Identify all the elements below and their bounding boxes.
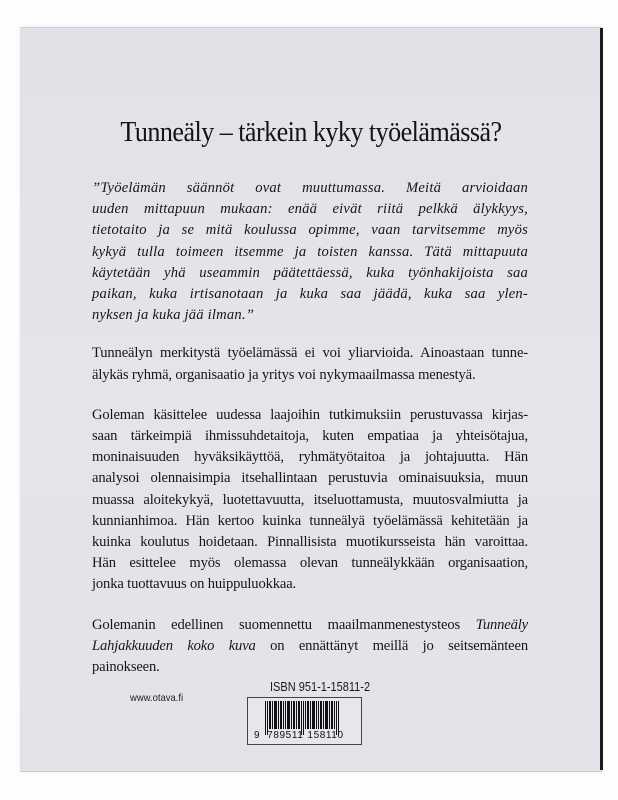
blurb-quote <box>92 178 528 326</box>
book-back-cover <box>20 27 602 772</box>
quote-line: tietotaito ja se mitä koulussa opimme, vaan tarvitsemme myös <box>92 222 528 239</box>
cover-headline: Tunneäly – tärkein kyky työelämässä? <box>120 116 502 148</box>
book-title-italic: Tunneäly <box>475 616 528 633</box>
publisher-url: www.otava.fi <box>130 692 184 704</box>
quote-line: uuden mittapuun mukaan: enää eivät riitä pelkkä älykkyys, <box>92 201 528 218</box>
paragraph-line: kunnianhimoa. Hän kertoo kuinka tunneälyä työelämässä kehitetään ja <box>92 512 528 529</box>
barcode-digits-right: 158110 <box>307 730 344 741</box>
blurb-body <box>92 178 528 697</box>
quote-line: käytetään yhä useammin päätettäessä, kuka työnhakijoista saa <box>92 264 528 281</box>
isbn-barcode <box>247 697 362 745</box>
quote-line: kykyä tulla toimeen itsemme ja toisten kanssa. Tätä mittapuuta <box>92 243 528 260</box>
quote-line: nyksen ja kuka jää ilman.” <box>92 307 255 324</box>
blurb-paragraph-1 <box>92 343 528 385</box>
blurb-paragraph-3 <box>92 615 528 679</box>
paragraph-text: Golemanin edellinen suomennettu maailmanmenestysteos <box>92 616 476 633</box>
paragraph-line: älykäs ryhmä, organisaatio ja yritys voi nykymaailmassa menestyä. <box>92 366 476 383</box>
isbn-label: ISBN 951-1-15811-2 <box>270 680 371 694</box>
paragraph-line <box>92 636 528 657</box>
paragraph-line <box>92 615 528 636</box>
paragraph-line: Goleman käsittelee uudessa laajoihin tutkimuksiin perustuvassa kirjas- <box>92 406 528 423</box>
paragraph-line: kuinka koulutus hoidetaan. Pinnallisista muotikursseista hän varoittaa. <box>92 534 528 551</box>
quote-line: paikan, kuka irtisanotaan ja kuka saa jäädä, kuka saa ylen- <box>92 286 528 303</box>
paragraph-text: on ennättänyt meillä jo seitsemänteen <box>255 637 528 654</box>
blurb-paragraph-2 <box>92 405 528 596</box>
paragraph-line: muassa aloitekykyä, luotettavuutta, itseluottamusta, muutosvalmiutta ja <box>92 491 528 508</box>
paragraph-line: moninaisuuden hyväksikäyttöä, ryhmätyötaitoa ja johtajuutta. Hän <box>92 449 528 466</box>
paragraph-line: saan tärkeimpiä ihmissuhdetaitoja, kuten empatiaa ja yhteisötajua, <box>92 428 528 445</box>
paragraph-line: jonka tuottavuus on huippuluokkaa. <box>92 576 297 593</box>
barcode-digits-left: 789511 <box>267 730 304 741</box>
book-spine-edge <box>600 28 603 770</box>
quote-line: ”Työelämän säännöt ovat muuttumassa. Meitä arvioidaan <box>92 180 528 196</box>
barcode-digit-first: 9 <box>254 730 261 741</box>
paragraph-line: Tunneälyn merkitystä työelämässä ei voi yliarvioida. Ainoastaan tunne- <box>92 345 528 362</box>
barcode-digits <box>254 730 344 741</box>
book-title-italic: Lahjakkuuden koko kuva <box>92 637 256 654</box>
paragraph-line: Hän esittelee myös olemassa olevan tunneälykkään organisaation, <box>92 555 528 572</box>
paragraph-line: painokseen. <box>92 659 160 676</box>
paragraph-line: analysoi olennaisimpia itsehallintaan perustuvia ominaisuuksia, muun <box>92 470 528 487</box>
